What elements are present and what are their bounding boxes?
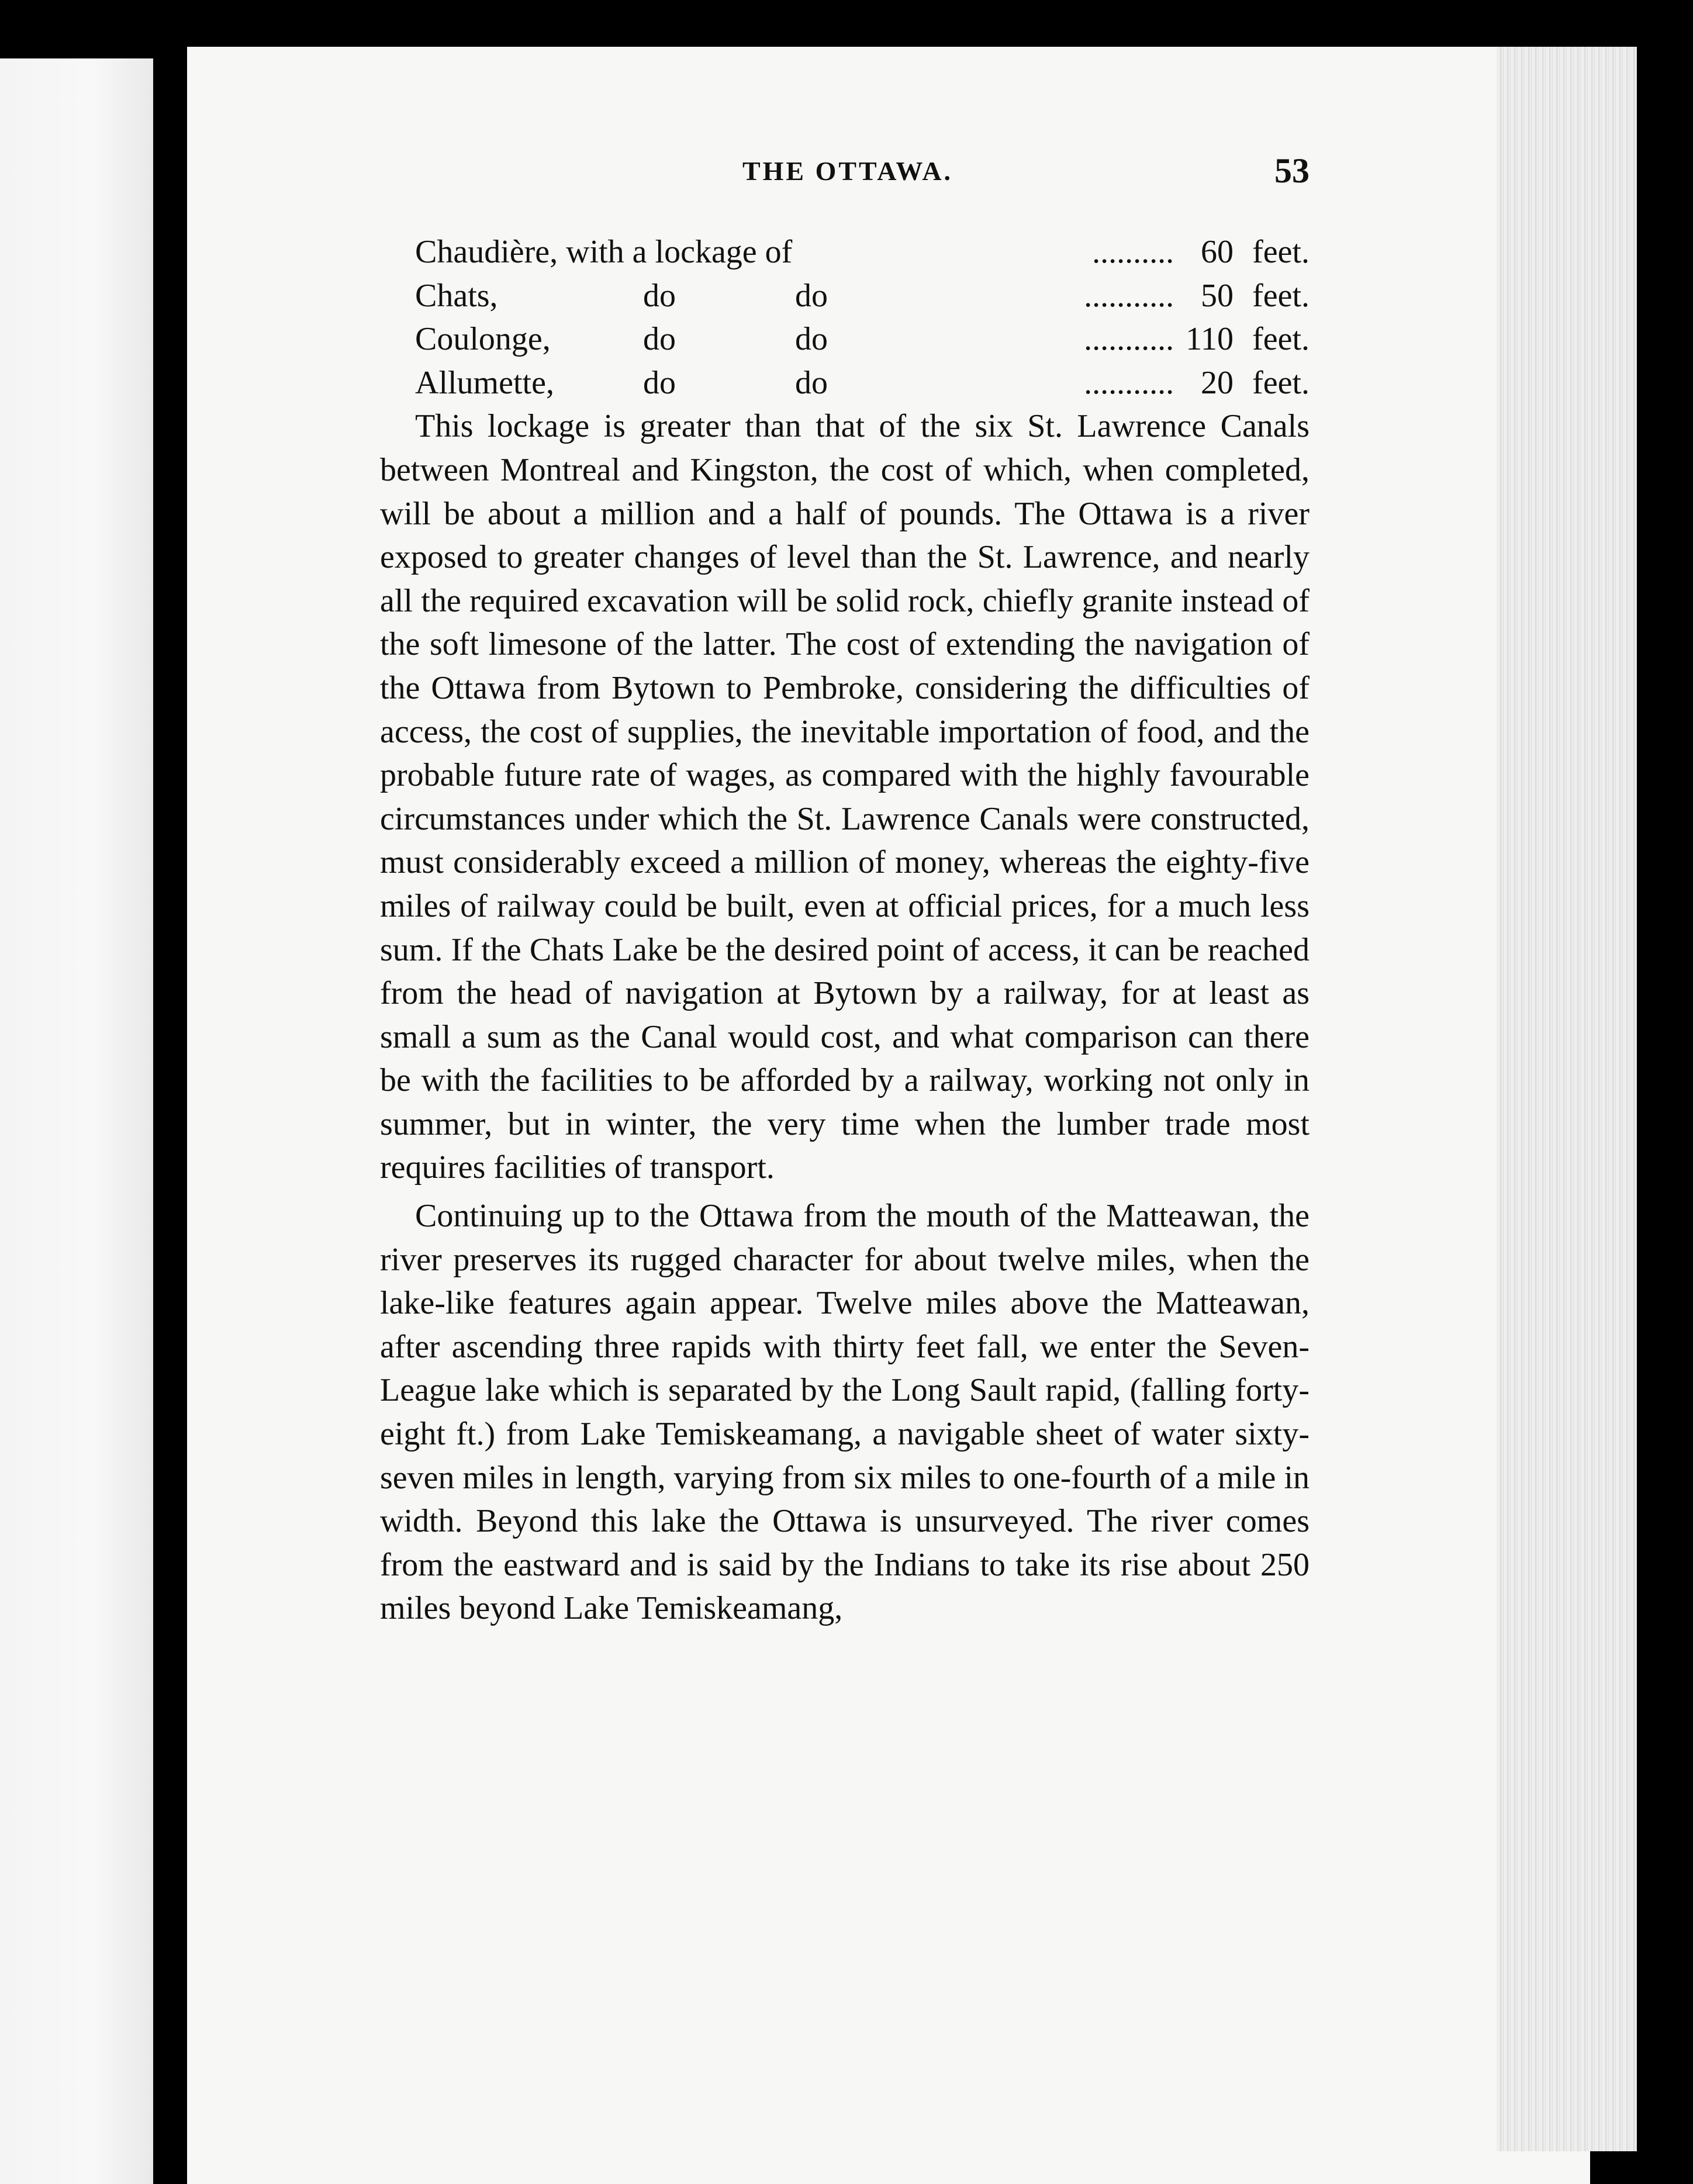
leader-dots: .......... bbox=[1092, 234, 1174, 270]
lockage-table bbox=[380, 230, 1310, 405]
lockage-unit: feet. bbox=[1252, 364, 1310, 401]
running-head: THE OTTAWA. bbox=[742, 156, 953, 186]
lockage-value: 20 bbox=[1201, 364, 1234, 401]
paragraph: Continuing up to the Ottawa from the mouth of the Matteawan, the river preserves its rugged character for about twelve miles, when the lake-like features again appear. Twelve miles above the Matteawan, after ascending three rapids with thirty feet fall, we enter the Seven-League lake which is separated by the Long Sault rapid, (falling forty-eight ft.) from Lake Temiskeamang, a navigable sheet of water sixty-seven miles in length, varying from six miles to one-fourth of a mile in width. Beyond this lake the Ottawa is unsurveyed. The river comes from the eastward and is said by the Indians to take its rise about 250 miles beyond Lake Temiskeamang, bbox=[380, 1198, 1310, 1627]
page-header bbox=[386, 151, 1310, 208]
page-body bbox=[380, 230, 1310, 1630]
facing-page-edge bbox=[0, 58, 153, 2184]
lockage-unit: feet. bbox=[1252, 321, 1310, 358]
ditto-mark: do bbox=[795, 321, 828, 358]
ditto-mark: do bbox=[643, 321, 676, 358]
lockage-unit: feet. bbox=[1252, 277, 1310, 314]
lock-place: Coulonge, bbox=[415, 321, 551, 358]
ditto-mark: do bbox=[795, 277, 828, 314]
lock-place: Chats, bbox=[415, 277, 498, 314]
table-row bbox=[380, 317, 1310, 361]
leader-dots: ........... bbox=[1084, 364, 1174, 401]
page-number: 53 bbox=[1274, 151, 1310, 190]
lockage-value: 60 bbox=[1201, 234, 1234, 270]
page-stack-edges bbox=[1497, 47, 1637, 2151]
paragraph: This lockage is greater than that of the six St. Lawrence Canals between Montreal and Kingston, the cost of which, when completed, will be about a million and a half of pounds. The Ottawa is a river exposed to greater changes of level than the St. Lawrence, and nearly all the required excavation will be solid rock, chiefly granite instead of the soft limesone of the latter. The cost of extending the navigation of the Ottawa from Bytown to Pembroke, considering the difficulties of access, the cost of supplies, the inevitable importation of food, and the probable future rate of wages, as compared with the highly favourable circumstances under which the St. Lawrence Canals were constructed, must considerably exceed a million of money, whereas the eighty-five miles of railway could be built, even at official prices, for a much less sum. If the Chats Lake be the desired point of access, it can be reached from the head of navigation at Bytown by a railway, for at least as small a sum as the Canal would cost, and what comparison can there be with the facilities to be afforded by a railway, working not only in summer, but in winter, the very time when the lumber trade most requires facilities of transport. bbox=[380, 408, 1310, 1186]
lockage-value: 110 bbox=[1186, 321, 1234, 358]
table-row bbox=[380, 274, 1310, 318]
lock-place: Allumette, bbox=[415, 364, 554, 401]
ditto-mark: do bbox=[643, 277, 676, 314]
gutter-shadow bbox=[153, 58, 187, 2184]
ditto-mark: do bbox=[643, 364, 676, 401]
ditto-mark: do bbox=[795, 364, 828, 401]
right-border bbox=[1637, 47, 1693, 2184]
table-row bbox=[380, 361, 1310, 405]
leader-dots: ........... bbox=[1084, 321, 1174, 358]
leader-dots: ........... bbox=[1084, 277, 1174, 314]
lockage-value: 50 bbox=[1201, 277, 1234, 314]
table-row bbox=[380, 230, 1310, 274]
lockage-unit: feet. bbox=[1252, 234, 1310, 270]
lock-place: Chaudière, with a lockage of bbox=[415, 234, 793, 270]
